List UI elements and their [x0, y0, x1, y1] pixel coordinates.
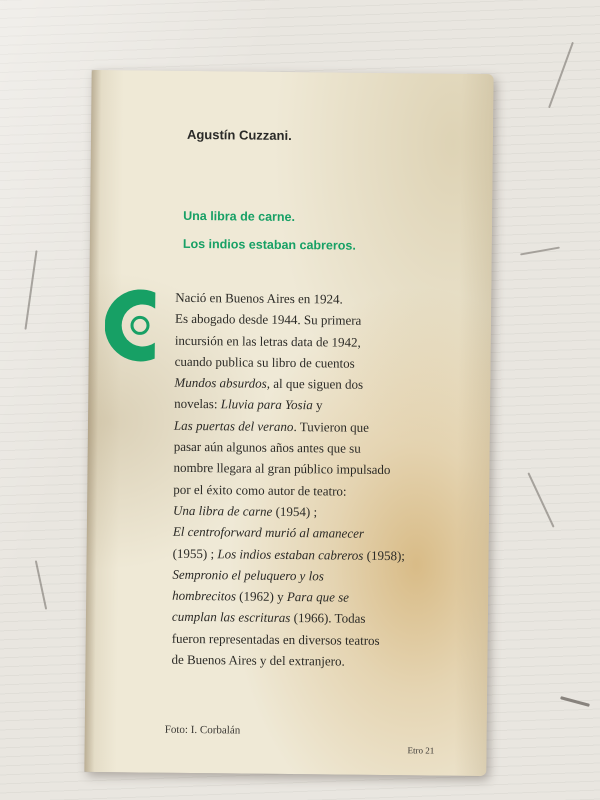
bio-text: (1966). Todas: [290, 610, 366, 627]
bio-text: incursión en las letras data de 1942,: [174, 332, 361, 350]
bio-text: (1954) ;: [272, 503, 318, 520]
work-title: Una libra de carne.: [183, 208, 296, 225]
bio-line: [173, 478, 473, 502]
surface-crack: [24, 250, 37, 329]
surface-crack: [560, 696, 590, 707]
surface-crack: [35, 560, 47, 609]
author-biography: [171, 287, 475, 673]
author-name: Agustín Cuzzani.: [186, 126, 292, 144]
bio-line: [174, 372, 474, 396]
surface-crack: [527, 472, 554, 527]
bio-title-italic: Para que se: [286, 589, 350, 605]
bio-text: fueron representadas en diversos teatros: [171, 630, 380, 648]
bio-title-italic: Lluvia para Yosia: [220, 396, 313, 413]
bio-title-italic: cumplan las escrituras: [171, 609, 291, 626]
bio-line: [172, 564, 472, 588]
bio-text: . Tuvieron que: [293, 418, 370, 435]
book-back-cover: [84, 70, 493, 776]
bio-line: [174, 393, 474, 417]
bio-text: de Buenos Aires y del extranjero.: [171, 651, 345, 669]
bio-text: (1958);: [363, 547, 406, 563]
bio-text: novelas:: [174, 396, 221, 412]
bio-text: , al que siguen dos: [266, 375, 364, 392]
bio-title-italic: Las puertas del verano: [173, 417, 294, 434]
bio-title-italic: Una libra de carne: [173, 502, 273, 519]
bio-title-italic: Mundos absurdos: [174, 374, 267, 391]
bio-title-italic: Los indios estaban cabreros: [217, 545, 364, 563]
bio-line: [172, 585, 472, 609]
photo-credit: Foto: I. Corbalán: [164, 723, 241, 737]
bio-text: (1962) y: [235, 588, 287, 605]
surface-crack: [520, 247, 560, 256]
bio-line: [172, 628, 472, 652]
bio-line: [175, 351, 475, 375]
bio-text: Nació en Buenos Aires en 1924.: [175, 289, 343, 307]
bio-line: [173, 457, 473, 481]
bio-line: [171, 649, 471, 673]
bio-line: [173, 542, 473, 566]
stylized-c-logo-icon: [105, 286, 160, 365]
bio-line: [175, 287, 475, 311]
book-spine-shadow: [84, 70, 101, 772]
bio-text: nombre llegara al gran público impulsado: [173, 460, 391, 478]
bio-line: [174, 415, 474, 439]
bio-line: [175, 308, 475, 332]
surface-crack: [548, 42, 574, 108]
bio-title-italic: Sempronio el peluquero y los: [172, 566, 324, 584]
work-title: Los indios estaban cabreros.: [182, 236, 356, 253]
bio-title-italic: hombrecitos: [172, 587, 237, 604]
bio-text: pasar aún algunos años antes que su: [173, 438, 361, 456]
bio-line: [173, 521, 473, 545]
works-list: [183, 202, 357, 260]
bio-text: (1955) ;: [172, 545, 218, 561]
series-code: Etro 21: [407, 745, 435, 756]
bio-text: Es abogado desde 1944. Su primera: [175, 311, 362, 329]
bio-text: por el éxito como autor de teatro:: [173, 481, 347, 499]
bio-title-italic: El centroforward murió al amanecer: [172, 524, 365, 542]
bio-text: y: [312, 397, 323, 413]
bio-line: [172, 606, 472, 630]
bio-text: cuando publica su libro de cuentos: [174, 353, 355, 371]
bio-line: [175, 329, 475, 353]
